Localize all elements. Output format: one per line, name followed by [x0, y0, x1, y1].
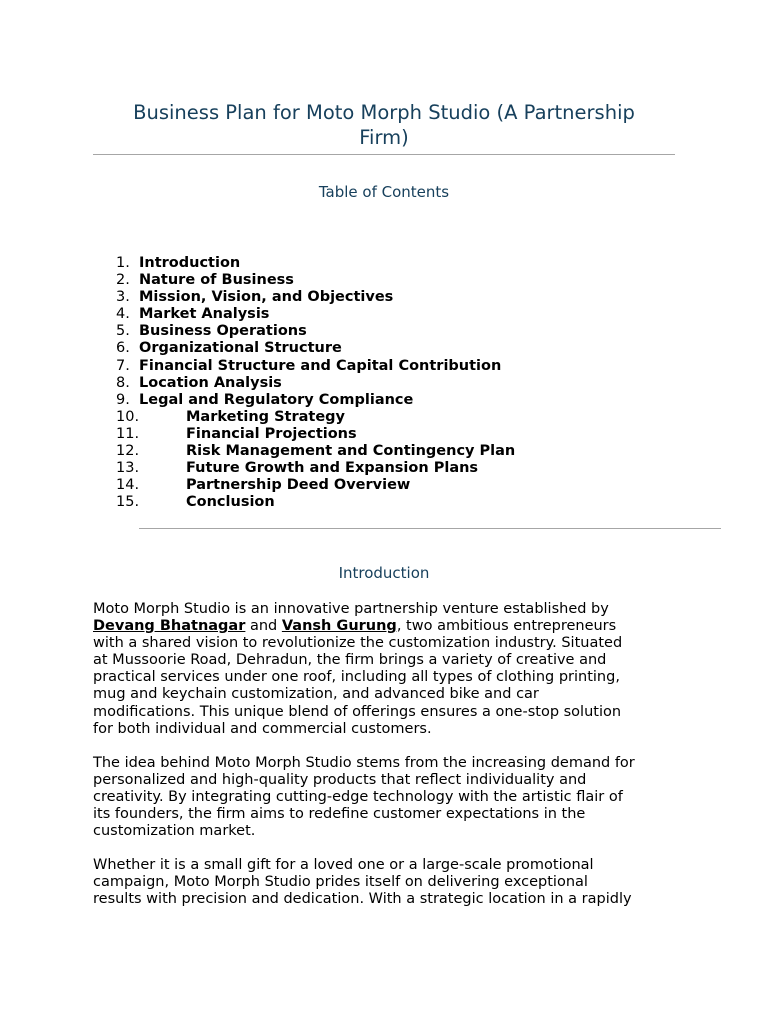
toc-item-number: 6. — [116, 340, 130, 357]
document-title-line-1: Business Plan for Moto Morph Studio (A Partnership — [133, 101, 635, 124]
text-line: campaign, Moto Morph Studio prides itself on delivering exceptional — [93, 874, 588, 891]
text-line: for both individual and commercial customers. — [93, 720, 432, 737]
toc-item-label: Mission, Vision, and Objectives — [139, 289, 394, 306]
founder-name-devang: Devang Bhatnagar — [93, 618, 246, 635]
toc-divider — [139, 528, 721, 529]
toc-item-label: Market Analysis — [139, 306, 270, 323]
toc-item-label: Partnership Deed Overview — [186, 477, 411, 494]
text-line: with a shared vision to revolutionize the customization industry. Situated — [93, 635, 623, 652]
intro-paragraph-3 — [93, 857, 683, 908]
toc-item-number: 12. — [116, 443, 140, 460]
toc-item-label: Marketing Strategy — [186, 408, 346, 425]
toc-item-number: 3. — [116, 289, 130, 306]
conjunction-text: and — [245, 618, 282, 635]
toc-heading: Table of Contents — [318, 183, 450, 201]
toc-item-number: 2. — [116, 272, 130, 289]
toc-item-label: Conclusion — [186, 494, 275, 511]
toc-item-label: Introduction — [139, 255, 241, 271]
text-line: personalized and high-quality products that reflect individuality and — [93, 772, 587, 789]
text-line: Moto Morph Studio is an innovative partnership venture established by — [93, 601, 609, 617]
toc-item-number: 15. — [116, 494, 140, 511]
text-line: practical services under one roof, including all types of clothing printing, — [93, 669, 620, 686]
toc-item-label: Organizational Structure — [139, 340, 342, 357]
toc-item-label: Financial Structure and Capital Contribution — [139, 357, 502, 374]
toc-item-number: 10. — [116, 408, 140, 425]
intro-paragraph-1 — [93, 601, 683, 738]
toc-item-number: 8. — [116, 374, 130, 391]
toc-item-label: Financial Projections — [186, 425, 357, 442]
toc-item-number: 9. — [116, 391, 130, 408]
toc-item-number: 7. — [116, 357, 130, 374]
intro-paragraph-2 — [93, 755, 683, 840]
toc-item-label: Legal and Regulatory Compliance — [139, 391, 414, 408]
text-line: creativity. By integrating cutting-edge technology with the artistic flair of — [93, 789, 623, 806]
toc-item-number: 4. — [116, 306, 130, 323]
title-divider — [93, 154, 675, 155]
text-fragment: , two ambitious entrepreneurs — [396, 618, 617, 635]
toc-item-number: 14. — [116, 477, 140, 494]
toc-item-number: 1. — [116, 255, 130, 271]
document-title — [93, 100, 675, 150]
toc-item-number: 11. — [116, 425, 140, 442]
text-line: its founders, the firm aims to redefine customer expectations in the — [93, 806, 586, 823]
toc-item-label: Future Growth and Expansion Plans — [186, 460, 479, 477]
document-title-line-2: Firm) — [359, 126, 409, 149]
text-line: results with precision and dedication. With a strategic location in a rapidly — [93, 891, 632, 908]
toc-item-label: Business Operations — [139, 323, 307, 340]
toc-item-number: 13. — [116, 460, 140, 477]
toc-item-label: Risk Management and Contingency Plan — [186, 443, 516, 460]
text-line — [93, 618, 683, 635]
toc-item-number: 5. — [116, 323, 130, 340]
introduction-heading: Introduction — [338, 564, 430, 582]
founder-name-vansh: Vansh Gurung — [281, 618, 397, 635]
text-line: modifications. This unique blend of offerings ensures a one-stop solution — [93, 703, 622, 720]
text-line: customization market. — [93, 823, 256, 840]
text-line: The idea behind Moto Morph Studio stems from the increasing demand for — [93, 755, 635, 771]
toc-item-label: Location Analysis — [139, 374, 282, 391]
text-line: Whether it is a small gift for a loved one or a large-scale promotional — [93, 857, 594, 873]
text-line: mug and keychain customization, and advanced bike and car — [93, 686, 539, 703]
text-line: at Mussoorie Road, Dehradun, the firm brings a variety of creative and — [93, 652, 607, 669]
toc-item-label: Nature of Business — [139, 272, 294, 289]
